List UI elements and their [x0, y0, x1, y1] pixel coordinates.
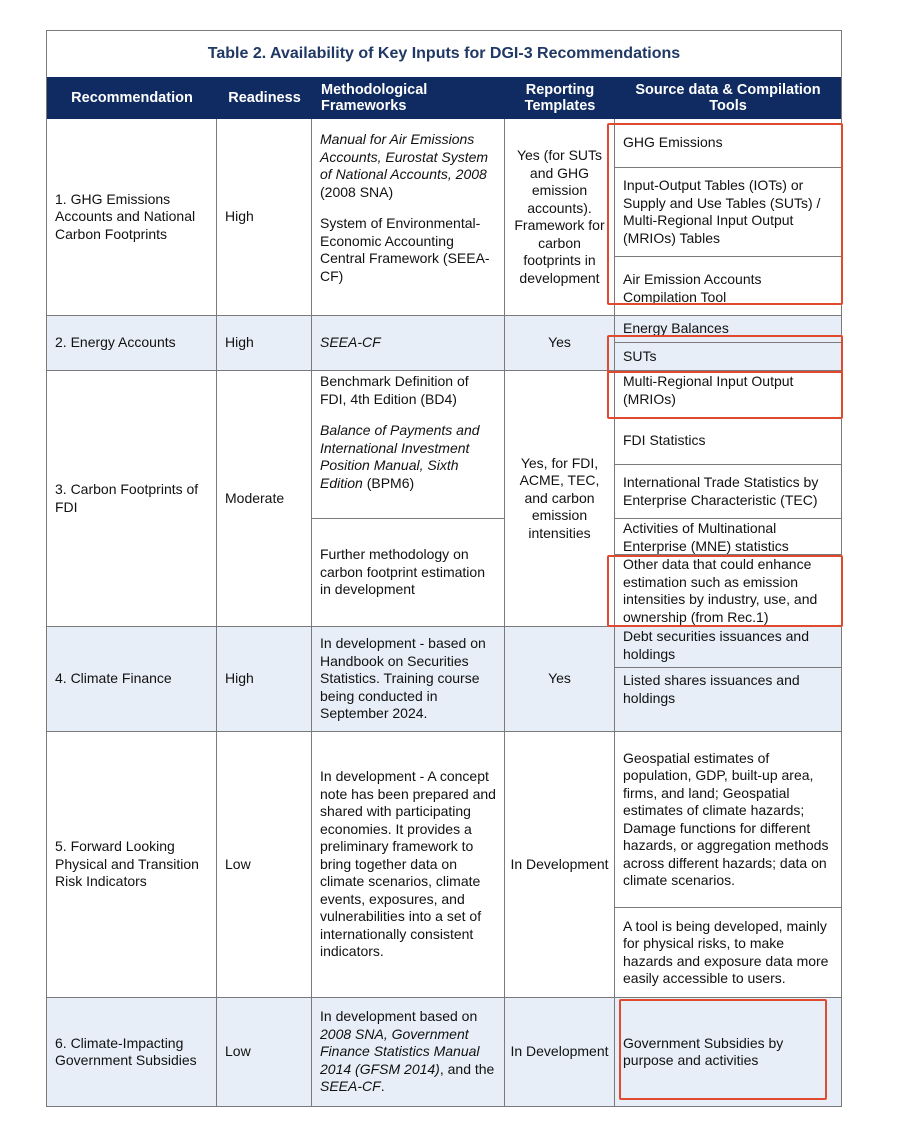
row3-source-3: International Trade Statistics by Enterprise Characteristic (TEC) — [615, 465, 841, 519]
row2-readiness: High — [217, 316, 312, 371]
header-templates: Reporting Templates — [505, 77, 615, 119]
row5-recommendation: 5. Forward Looking Physical and Transition Risk Indicators — [47, 732, 217, 998]
row3-framework-a: Benchmark Definition of FDI, 4th Edition (BD4) Balance of Payments and International Investment Position Manual, Sixth Edition (BPM6) — [312, 371, 505, 519]
table-frame — [46, 30, 842, 1107]
header-readiness: Readiness — [217, 77, 312, 119]
header-sources: Source data & Compilation Tools — [615, 77, 841, 119]
row6-templates: In Development — [505, 998, 615, 1106]
row1-readiness: High — [217, 119, 312, 316]
row5-readiness: Low — [217, 732, 312, 998]
row2-source-2: SUTs — [615, 343, 841, 371]
row4-readiness: High — [217, 627, 312, 732]
row1-recommendation: 1. GHG Emissions Accounts and National Carbon Footprints — [47, 119, 217, 316]
row3-framework-b: Further methodology on carbon footprint estimation in development — [312, 519, 505, 627]
highlight-box-row1 — [607, 123, 843, 305]
row5-templates: In Development — [505, 732, 615, 998]
header-recommendation: Recommendation — [47, 77, 217, 119]
row4-framework: In development - based on Handbook on Securities Statistics. Training course being conducted in September 2024. — [312, 627, 505, 732]
row5-source-1: Geospatial estimates of population, GDP, built-up area, firms, and land; Geospatial estimates of climate hazards; Damage functions for different hazards, or aggregation methods across different hazards; data on climate scenarios. — [615, 732, 841, 908]
row1-source-2: Input-Output Tables (IOTs) or Supply and Use Tables (SUTs) / Multi-Regional Input Output (MRIOs) Tables — [615, 168, 841, 257]
row3-source-1: Multi-Regional Input Output (MRIOs) — [615, 371, 841, 418]
row6-readiness: Low — [217, 998, 312, 1106]
row3-readiness: Moderate — [217, 371, 312, 627]
row3-source-5: Other data that could enhance estimation such as emission intensities by industry, use, and ownership (from Rec.1) — [615, 555, 841, 627]
row1-framework: Manual for Air Emissions Accounts, Eurostat System of National Accounts, 2008 (2008 SNA) System of Environmental-Economic Accounting Central Framework (SEEA-CF) — [312, 119, 505, 316]
row5-source-2: A tool is being developed, mainly for physical risks, to make hazards and exposure data more easily accessible to users. — [615, 908, 841, 998]
row2-framework: SEEA-CF — [312, 316, 505, 371]
row2-templates: Yes — [505, 316, 615, 371]
row4-source-2: Listed shares issuances and holdings — [615, 668, 841, 732]
row4-source-1: Debt securities issuances and holdings — [615, 627, 841, 668]
row3-templates: Yes, for FDI, ACME, TEC, and carbon emission intensities — [505, 371, 615, 627]
row6-framework: In development based on 2008 SNA, Government Finance Statistics Manual 2014 (GFSM 2014), and the SEEA-CF. — [312, 998, 505, 1106]
row3-source-2: FDI Statistics — [615, 418, 841, 465]
highlight-box-other-data — [607, 555, 843, 627]
row6-source-1: Government Subsidies by purpose and activities — [615, 998, 841, 1106]
row5-framework: In development - A concept note has been prepared and shared with participating economies. It provides a preliminary framework to bring together data on climate scenarios, climate events, exposures, and vulnerabilities into a set of internationally consistent indicators. — [312, 732, 505, 998]
row2-recommendation: 2. Energy Accounts — [47, 316, 217, 371]
row1-source-1: GHG Emissions — [615, 119, 841, 168]
row3-recommendation: 3. Carbon Footprints of FDI — [47, 371, 217, 627]
row2-source-1: Energy Balances — [615, 316, 841, 343]
highlight-box-mrios — [607, 371, 843, 419]
row3-source-4: Activities of Multinational Enterprise (MNE) statistics — [615, 519, 841, 555]
row1-templates: Yes (for SUTs and GHG emission accounts). Framework for carbon footprints in development — [505, 119, 615, 316]
highlight-box-subsidies — [619, 999, 827, 1100]
row1-source-3: Air Emission Accounts Compilation Tool — [615, 257, 841, 316]
header-frameworks: Methodological Frameworks — [312, 77, 505, 119]
row4-recommendation: 4. Climate Finance — [47, 627, 217, 732]
row6-recommendation: 6. Climate-Impacting Government Subsidies — [47, 998, 217, 1106]
table-title: Table 2. Availability of Key Inputs for DGI-3 Recommendations — [207, 45, 681, 62]
row4-templates: Yes — [505, 627, 615, 732]
highlight-box-suts — [607, 335, 843, 373]
